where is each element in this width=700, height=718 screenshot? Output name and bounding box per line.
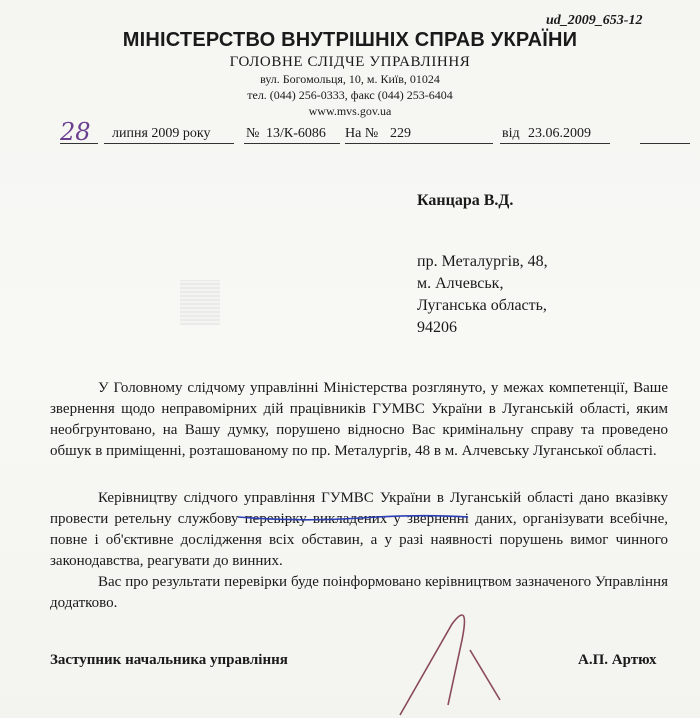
reference-line: [60, 120, 690, 150]
date-underline: [500, 143, 610, 144]
recipient-address-city: м. Алчевськ,: [417, 275, 504, 292]
body-paragraph-2: Керівництву слідчого управління ГУМВС України в Луганській області дано вказівку провести ретельну службову перевірку викладених у зверненні даних, організувати всебічне, повне і об'єктивне дослідження всіх обставин, а у разі наявності порушень вимог чинного законодавства, реагувати до винних.: [50, 490, 668, 569]
bleed-through-mark: [180, 280, 220, 325]
day-underline: [60, 143, 98, 144]
from-label: від: [502, 126, 520, 141]
recipient-address-postcode: 94206: [417, 319, 457, 336]
reply-underline: [345, 143, 493, 144]
month-underline: [104, 143, 234, 144]
department-title: ГОЛОВНЕ СЛІДЧЕ УПРАВЛІННЯ: [229, 54, 471, 70]
signer-title: Заступник начальника управління: [50, 652, 288, 668]
address-phone: тел. (044) 256-0333, факс (044) 253-6404: [247, 88, 453, 102]
recipient-address-street: пр. Металургів, 48,: [417, 253, 548, 270]
handwritten-signature: [400, 615, 500, 715]
handwritten-day: 28: [60, 118, 91, 146]
number-underline: [244, 143, 340, 144]
reply-number: 229: [390, 126, 411, 141]
number-label: №: [246, 126, 260, 141]
reply-label: На №: [345, 126, 379, 141]
recipient-name: Канцара В.Д.: [417, 192, 514, 209]
trailing-underline: [640, 143, 690, 144]
body-paragraph-3: Вас про результати перевірки буде поінформовано керівництвом зазначеного Управління додатково.: [50, 574, 668, 611]
outgoing-number: 13/К-6086: [266, 126, 326, 141]
month-year: липня 2009 року: [112, 126, 211, 141]
from-date: 23.06.2009: [528, 126, 591, 141]
registry-stamp: ud_2009_653-12: [546, 13, 643, 28]
address-web: www.mvs.gov.ua: [308, 104, 392, 118]
signer-name: А.П. Артюх: [578, 652, 657, 668]
recipient-address-region: Луганська область,: [417, 297, 547, 314]
ministry-title: МІНІСТЕРСТВО ВНУТРІШНІХ СПРАВ УКРАЇНИ: [122, 29, 578, 51]
body-paragraph-1: У Головному слідчому управлінні Міністерства розглянуто, у межах компетенції, Ваше звернення щодо неправомірних дій працівників ГУМВС України в Луганській області, яким необгрунтовано, на Вашу думку, порушено відносно Вас кримінальну справу та проведено обшук в приміщенні, розташованому по пр. Металургів, 48 в м. Алчевську Луганської області.: [50, 380, 668, 459]
address-street: вул. Богомольця, 10, м. Київ, 01024: [260, 72, 440, 86]
